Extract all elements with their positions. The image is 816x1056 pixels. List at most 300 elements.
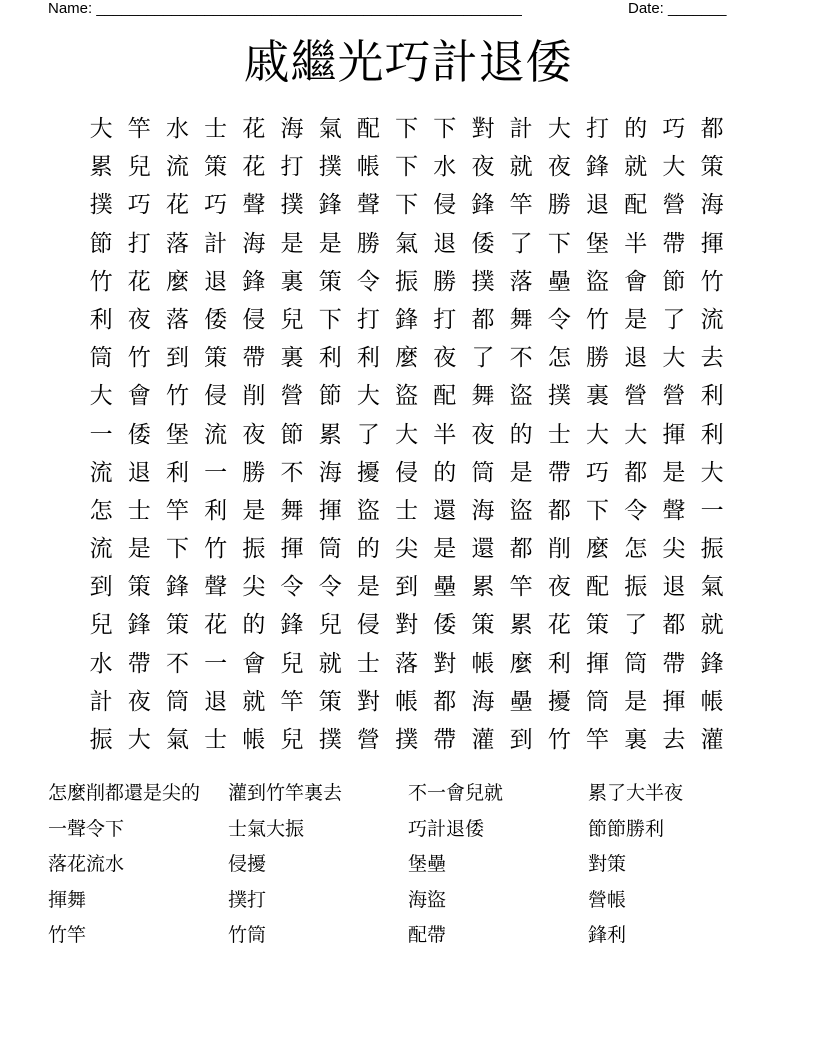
grid-cell[interactable]: 的 (624, 116, 648, 142)
grid-cell[interactable]: 揮 (586, 650, 610, 677)
grid-cell[interactable]: 就 (624, 154, 648, 181)
grid-cell[interactable]: 落 (165, 306, 189, 333)
grid-cell[interactable]: 累 (318, 421, 342, 448)
worksheet-header (48, 0, 744, 20)
grid-cell[interactable]: 水 (433, 154, 457, 181)
grid-cell[interactable]: 計 (509, 116, 533, 142)
grid-cell[interactable]: 帶 (662, 230, 686, 257)
grid-cell[interactable]: 累 (509, 612, 533, 639)
grid-cell[interactable]: 堡 (165, 421, 189, 448)
grid-cell[interactable]: 都 (433, 688, 457, 715)
grid-cell[interactable]: 夜 (547, 154, 571, 181)
grid-cell[interactable]: 計 (89, 688, 113, 715)
grid-cell[interactable]: 巧 (204, 192, 228, 219)
grid-cell[interactable]: 的 (433, 459, 457, 486)
grid-cell[interactable]: 到 (509, 727, 533, 753)
grid-cell[interactable]: 鋒 (471, 192, 495, 219)
grid-cell[interactable]: 帳 (471, 650, 495, 677)
grid-row (82, 301, 746, 339)
grid-cell[interactable]: 竹 (700, 268, 724, 295)
grid-cell[interactable]: 到 (165, 345, 189, 372)
grid-cell[interactable]: 下 (433, 116, 457, 142)
grid-cell[interactable]: 了 (509, 230, 533, 257)
grid-cell[interactable]: 氣 (165, 727, 189, 753)
grid-cell[interactable]: 營 (662, 383, 686, 410)
grid-cell[interactable]: 流 (165, 154, 189, 181)
grid-cell[interactable]: 揮 (662, 688, 686, 715)
grid-cell[interactable]: 倭 (471, 230, 495, 257)
grid-cell[interactable]: 削 (547, 536, 571, 563)
grid-cell[interactable]: 振 (242, 536, 266, 563)
grid-cell[interactable]: 退 (433, 230, 457, 257)
grid-cell[interactable]: 兒 (280, 727, 304, 753)
grid-cell[interactable]: 是 (127, 536, 151, 563)
word-list (48, 776, 768, 954)
grid-cell[interactable]: 巧 (127, 192, 151, 219)
grid-cell[interactable]: 退 (204, 688, 228, 715)
grid-cell[interactable]: 下 (395, 116, 419, 142)
grid-cell[interactable]: 帶 (433, 727, 457, 753)
grid-cell[interactable]: 半 (433, 421, 457, 448)
grid-cell[interactable]: 利 (89, 306, 113, 333)
grid-cell[interactable]: 策 (204, 154, 228, 181)
grid-cell[interactable]: 營 (280, 383, 304, 410)
grid-cell[interactable]: 就 (318, 650, 342, 677)
grid-cell[interactable]: 對 (471, 116, 495, 142)
grid-cell[interactable]: 的 (356, 536, 380, 563)
grid-cell[interactable]: 竿 (127, 116, 151, 142)
grid-cell[interactable]: 海 (280, 116, 304, 142)
grid-cell[interactable]: 令 (356, 268, 380, 295)
grid-cell[interactable]: 侵 (356, 612, 380, 639)
grid-cell[interactable]: 灌 (700, 727, 724, 753)
grid-cell[interactable]: 帶 (242, 345, 266, 372)
grid-cell[interactable]: 令 (547, 306, 571, 333)
grid-cell[interactable]: 筒 (624, 650, 648, 677)
grid-cell[interactable]: 一 (89, 421, 113, 448)
grid-cell[interactable]: 累 (471, 574, 495, 601)
grid-cell[interactable]: 壘 (509, 688, 533, 715)
grid-cell[interactable]: 盜 (509, 497, 533, 524)
grid-cell[interactable]: 勝 (433, 268, 457, 295)
grid-cell[interactable]: 舞 (280, 497, 304, 524)
grid-cell[interactable]: 竹 (165, 383, 189, 410)
grid-cell[interactable]: 花 (242, 116, 266, 142)
grid-cell[interactable]: 帳 (700, 688, 724, 715)
grid-cell[interactable]: 侵 (242, 306, 266, 333)
grid-cell[interactable]: 下 (318, 306, 342, 333)
grid-cell[interactable]: 聲 (662, 497, 686, 524)
grid-cell[interactable]: 士 (127, 497, 151, 524)
grid-cell[interactable]: 壘 (433, 574, 457, 601)
grid-cell[interactable]: 夜 (471, 154, 495, 181)
grid-cell[interactable]: 都 (662, 612, 686, 639)
grid-cell[interactable]: 筒 (165, 688, 189, 715)
grid-cell[interactable]: 竹 (586, 306, 610, 333)
grid-cell[interactable]: 竿 (280, 688, 304, 715)
grid-cell[interactable]: 半 (624, 230, 648, 257)
grid-cell[interactable]: 配 (624, 192, 648, 219)
grid-cell[interactable]: 竹 (89, 268, 113, 295)
grid-cell[interactable]: 士 (547, 421, 571, 448)
grid-cell[interactable]: 退 (662, 574, 686, 601)
grid-cell[interactable]: 巧 (662, 116, 686, 142)
grid-cell[interactable]: 筒 (586, 688, 610, 715)
grid-cell[interactable]: 配 (356, 116, 380, 142)
grid-cell[interactable]: 筒 (89, 345, 113, 372)
grid-cell[interactable]: 鋒 (700, 650, 724, 677)
grid-cell[interactable]: 下 (586, 497, 610, 524)
grid-cell[interactable]: 侵 (395, 459, 419, 486)
grid-cell[interactable]: 打 (586, 116, 610, 142)
grid-cell[interactable]: 還 (471, 536, 495, 563)
grid-cell[interactable]: 帳 (242, 727, 266, 753)
grid-cell[interactable]: 帶 (547, 459, 571, 486)
grid-cell[interactable]: 打 (356, 306, 380, 333)
grid-cell[interactable]: 配 (586, 574, 610, 601)
grid-cell[interactable]: 下 (395, 154, 419, 181)
grid-cell[interactable]: 舞 (509, 306, 533, 333)
grid-cell[interactable]: 鋒 (127, 612, 151, 639)
grid-cell[interactable]: 就 (509, 154, 533, 181)
grid-cell[interactable]: 筒 (471, 459, 495, 486)
grid-cell[interactable]: 聲 (356, 192, 380, 219)
grid-cell[interactable]: 振 (89, 727, 113, 753)
grid-cell[interactable]: 士 (204, 727, 228, 753)
grid-cell[interactable]: 利 (204, 497, 228, 524)
grid-cell[interactable]: 下 (165, 536, 189, 563)
grid-cell[interactable]: 一 (204, 459, 228, 486)
grid-cell[interactable]: 大 (700, 459, 724, 486)
grid-cell[interactable]: 策 (204, 345, 228, 372)
grid-cell[interactable]: 一 (204, 650, 228, 677)
word-list-item: 揮舞 (48, 888, 87, 911)
grid-cell[interactable]: 筒 (318, 536, 342, 563)
grid-cell[interactable]: 兒 (318, 612, 342, 639)
grid-cell[interactable]: 都 (700, 116, 724, 142)
grid-cell[interactable]: 裏 (586, 383, 610, 410)
grid-cell[interactable]: 帳 (356, 154, 380, 181)
grid-cell[interactable]: 利 (700, 383, 724, 410)
grid-cell[interactable]: 都 (624, 459, 648, 486)
grid-cell[interactable]: 聲 (242, 192, 266, 219)
grid-cell[interactable]: 打 (280, 154, 304, 181)
grid-cell[interactable]: 竹 (204, 536, 228, 563)
grid-cell[interactable]: 節 (280, 421, 304, 448)
grid-cell[interactable]: 節 (89, 230, 113, 257)
grid-cell[interactable]: 落 (165, 230, 189, 257)
grid-cell[interactable]: 氣 (700, 574, 724, 601)
grid-cell[interactable]: 撲 (547, 383, 571, 410)
grid-cell[interactable]: 大 (127, 727, 151, 753)
grid-cell[interactable]: 退 (204, 268, 228, 295)
grid-cell[interactable]: 堡 (586, 230, 610, 257)
grid-cell[interactable]: 大 (662, 154, 686, 181)
grid-cell[interactable]: 撲 (471, 268, 495, 295)
grid-cell[interactable]: 退 (586, 192, 610, 219)
grid-cell[interactable]: 的 (509, 421, 533, 448)
grid-cell[interactable]: 勝 (547, 192, 571, 219)
grid-cell[interactable]: 對 (433, 650, 457, 677)
grid-cell[interactable]: 打 (433, 306, 457, 333)
grid-cell[interactable]: 水 (165, 116, 189, 142)
grid-cell[interactable]: 流 (204, 421, 228, 448)
grid-cell[interactable]: 帳 (395, 688, 419, 715)
grid-cell[interactable]: 策 (700, 154, 724, 181)
grid-row (82, 110, 746, 148)
word-list-item: 一聲令下 (48, 817, 125, 840)
grid-cell[interactable]: 了 (356, 421, 380, 448)
grid-cell[interactable]: 流 (89, 459, 113, 486)
grid-cell[interactable]: 尖 (662, 536, 686, 563)
grid-cell[interactable]: 夜 (433, 345, 457, 372)
grid-cell[interactable]: 水 (89, 650, 113, 677)
grid-cell[interactable]: 怎 (547, 345, 571, 372)
grid-cell[interactable]: 勝 (356, 230, 380, 257)
grid-cell[interactable]: 是 (662, 459, 686, 486)
grid-cell[interactable]: 節 (662, 268, 686, 295)
grid-cell[interactable]: 竿 (586, 727, 610, 753)
grid-cell[interactable]: 振 (700, 536, 724, 563)
grid-cell[interactable]: 配 (433, 383, 457, 410)
grid-cell[interactable]: 了 (471, 345, 495, 372)
grid-cell[interactable]: 海 (471, 688, 495, 715)
grid-cell[interactable]: 都 (509, 536, 533, 563)
grid-cell[interactable]: 麼 (395, 345, 419, 372)
grid-cell[interactable]: 花 (547, 612, 571, 639)
grid-cell[interactable]: 夜 (547, 574, 571, 601)
grid-cell[interactable]: 揮 (700, 230, 724, 257)
grid-cell[interactable]: 策 (165, 612, 189, 639)
grid-cell[interactable]: 落 (509, 268, 533, 295)
grid-cell[interactable]: 裏 (624, 727, 648, 753)
grid-cell[interactable]: 尖 (395, 536, 419, 563)
grid-cell[interactable]: 了 (624, 612, 648, 639)
grid-cell[interactable]: 花 (204, 612, 228, 639)
grid-cell[interactable]: 士 (204, 116, 228, 142)
grid-cell[interactable]: 兒 (280, 650, 304, 677)
grid-cell[interactable]: 巧 (586, 459, 610, 486)
grid-cell[interactable]: 帶 (662, 650, 686, 677)
grid-cell[interactable]: 營 (624, 383, 648, 410)
grid-cell[interactable]: 大 (547, 116, 571, 142)
grid-cell[interactable]: 利 (356, 345, 380, 372)
grid-cell[interactable]: 還 (433, 497, 457, 524)
word-list-item: 節節勝利 (588, 817, 665, 840)
grid-cell[interactable]: 對 (356, 688, 380, 715)
grid-cell[interactable]: 大 (624, 421, 648, 448)
grid-cell[interactable]: 是 (433, 536, 457, 563)
date-field: Date: _______ (628, 0, 727, 17)
grid-cell[interactable]: 大 (662, 345, 686, 372)
grid-cell[interactable]: 氣 (395, 230, 419, 257)
grid-cell[interactable]: 帶 (127, 650, 151, 677)
grid-cell[interactable]: 揮 (280, 536, 304, 563)
grid-cell[interactable]: 是 (318, 230, 342, 257)
grid-cell[interactable]: 令 (318, 574, 342, 601)
grid-cell[interactable]: 壘 (547, 268, 571, 295)
grid-cell[interactable]: 令 (280, 574, 304, 601)
grid-cell[interactable]: 夜 (471, 421, 495, 448)
grid-row (82, 377, 746, 415)
grid-cell[interactable]: 振 (624, 574, 648, 601)
grid-cell[interactable]: 竿 (509, 574, 533, 601)
grid-cell[interactable]: 怎 (89, 497, 113, 524)
grid-cell[interactable]: 策 (318, 688, 342, 715)
grid-cell[interactable]: 夜 (127, 688, 151, 715)
grid-cell[interactable]: 勝 (586, 345, 610, 372)
grid-cell[interactable]: 大 (356, 383, 380, 410)
grid-cell[interactable]: 海 (318, 459, 342, 486)
grid-cell[interactable]: 鋒 (280, 612, 304, 639)
grid-cell[interactable]: 裏 (280, 268, 304, 295)
grid-cell[interactable]: 會 (127, 383, 151, 410)
grid-cell[interactable]: 的 (242, 612, 266, 639)
grid-cell[interactable]: 麼 (509, 650, 533, 677)
grid-cell[interactable]: 去 (662, 727, 686, 753)
grid-cell[interactable]: 大 (395, 421, 419, 448)
grid-cell[interactable]: 退 (624, 345, 648, 372)
grid-cell[interactable]: 利 (700, 421, 724, 448)
grid-cell[interactable]: 利 (165, 459, 189, 486)
grid-cell[interactable]: 灌 (471, 727, 495, 753)
grid-cell[interactable]: 竹 (547, 727, 571, 753)
grid-cell[interactable]: 竿 (509, 192, 533, 219)
grid-row (82, 606, 746, 644)
grid-cell[interactable]: 裏 (280, 345, 304, 372)
grid-cell[interactable]: 揮 (662, 421, 686, 448)
grid-cell[interactable]: 大 (586, 421, 610, 448)
grid-cell[interactable]: 不 (165, 650, 189, 677)
grid-cell[interactable]: 都 (547, 497, 571, 524)
grid-cell[interactable]: 撲 (318, 727, 342, 753)
grid-cell[interactable]: 盜 (586, 268, 610, 295)
grid-cell[interactable]: 策 (318, 268, 342, 295)
grid-cell[interactable]: 夜 (127, 306, 151, 333)
grid-cell[interactable]: 擾 (356, 459, 380, 486)
grid-cell[interactable]: 是 (624, 688, 648, 715)
grid-cell[interactable]: 打 (127, 230, 151, 257)
grid-cell[interactable]: 竹 (127, 345, 151, 372)
grid-cell[interactable]: 鋒 (586, 154, 610, 181)
grid-cell[interactable]: 士 (356, 650, 380, 677)
grid-cell[interactable]: 尖 (242, 574, 266, 601)
grid-cell[interactable]: 下 (395, 192, 419, 219)
grid-cell[interactable]: 花 (242, 154, 266, 181)
grid-cell[interactable]: 夜 (242, 421, 266, 448)
grid-cell[interactable]: 花 (127, 268, 151, 295)
grid-cell[interactable]: 士 (395, 497, 419, 524)
grid-cell[interactable]: 削 (242, 383, 266, 410)
grid-cell[interactable]: 倭 (127, 421, 151, 448)
grid-cell[interactable]: 策 (127, 574, 151, 601)
grid-cell[interactable]: 海 (700, 192, 724, 219)
grid-cell[interactable]: 令 (624, 497, 648, 524)
grid-cell[interactable]: 麼 (165, 268, 189, 295)
grid-cell[interactable]: 侵 (433, 192, 457, 219)
grid-cell[interactable]: 氣 (318, 116, 342, 142)
grid-cell[interactable]: 到 (395, 574, 419, 601)
grid-cell[interactable]: 一 (700, 497, 724, 524)
grid-cell[interactable]: 會 (624, 268, 648, 295)
grid-cell[interactable]: 大 (89, 116, 113, 142)
grid-cell[interactable]: 擾 (547, 688, 571, 715)
grid-cell[interactable]: 撲 (318, 154, 342, 181)
grid-cell[interactable]: 鋒 (318, 192, 342, 219)
grid-cell[interactable]: 到 (89, 574, 113, 601)
grid-cell[interactable]: 是 (624, 306, 648, 333)
grid-cell[interactable]: 營 (662, 192, 686, 219)
grid-cell[interactable]: 是 (356, 574, 380, 601)
grid-cell[interactable]: 計 (204, 230, 228, 257)
grid-cell[interactable]: 落 (395, 650, 419, 677)
grid-cell[interactable]: 流 (89, 536, 113, 563)
grid-cell[interactable]: 兒 (127, 154, 151, 181)
grid-cell[interactable]: 流 (700, 306, 724, 333)
grid-cell[interactable]: 退 (127, 459, 151, 486)
grid-cell[interactable]: 兒 (280, 306, 304, 333)
grid-cell[interactable]: 利 (318, 345, 342, 372)
grid-cell[interactable]: 舞 (471, 383, 495, 410)
grid-cell[interactable]: 撲 (89, 192, 113, 219)
grid-cell[interactable]: 營 (356, 727, 380, 753)
grid-cell[interactable]: 鋒 (165, 574, 189, 601)
grid-cell[interactable]: 兒 (89, 612, 113, 639)
grid-cell[interactable]: 了 (662, 306, 686, 333)
grid-cell[interactable]: 勝 (242, 459, 266, 486)
grid-cell[interactable]: 鋒 (242, 268, 266, 295)
grid-cell[interactable]: 利 (547, 650, 571, 677)
grid-cell[interactable]: 下 (547, 230, 571, 257)
grid-cell[interactable]: 撲 (395, 727, 419, 753)
grid-cell[interactable]: 會 (242, 650, 266, 677)
word-list-item: 士氣大振 (228, 817, 305, 840)
grid-cell[interactable]: 不 (509, 345, 533, 372)
grid-cell[interactable]: 不 (280, 459, 304, 486)
grid-cell[interactable]: 麼 (586, 536, 610, 563)
grid-cell[interactable]: 節 (318, 383, 342, 410)
grid-cell[interactable]: 振 (395, 268, 419, 295)
grid-cell[interactable]: 倭 (433, 612, 457, 639)
grid-cell[interactable]: 侵 (204, 383, 228, 410)
grid-cell[interactable]: 揮 (318, 497, 342, 524)
grid-cell[interactable]: 海 (471, 497, 495, 524)
grid-cell[interactable]: 撲 (280, 192, 304, 219)
grid-cell[interactable]: 累 (89, 154, 113, 181)
grid-cell[interactable]: 策 (471, 612, 495, 639)
grid-cell[interactable]: 海 (242, 230, 266, 257)
grid-cell[interactable]: 策 (586, 612, 610, 639)
grid-cell[interactable]: 花 (165, 192, 189, 219)
grid-cell[interactable]: 倭 (204, 306, 228, 333)
grid-cell[interactable]: 怎 (624, 536, 648, 563)
grid-cell[interactable]: 都 (471, 306, 495, 333)
grid-cell[interactable]: 就 (242, 688, 266, 715)
grid-cell[interactable]: 竿 (165, 497, 189, 524)
grid-cell[interactable]: 是 (280, 230, 304, 257)
grid-cell[interactable]: 聲 (204, 574, 228, 601)
grid-cell[interactable]: 是 (242, 497, 266, 524)
grid-cell[interactable]: 就 (700, 612, 724, 639)
grid-cell[interactable]: 是 (509, 459, 533, 486)
grid-cell[interactable]: 盜 (395, 383, 419, 410)
grid-cell[interactable]: 鋒 (395, 306, 419, 333)
grid-cell[interactable]: 盜 (509, 383, 533, 410)
grid-cell[interactable]: 去 (700, 345, 724, 372)
grid-cell[interactable]: 對 (395, 612, 419, 639)
grid-cell[interactable]: 大 (89, 383, 113, 410)
grid-cell[interactable]: 盜 (356, 497, 380, 524)
